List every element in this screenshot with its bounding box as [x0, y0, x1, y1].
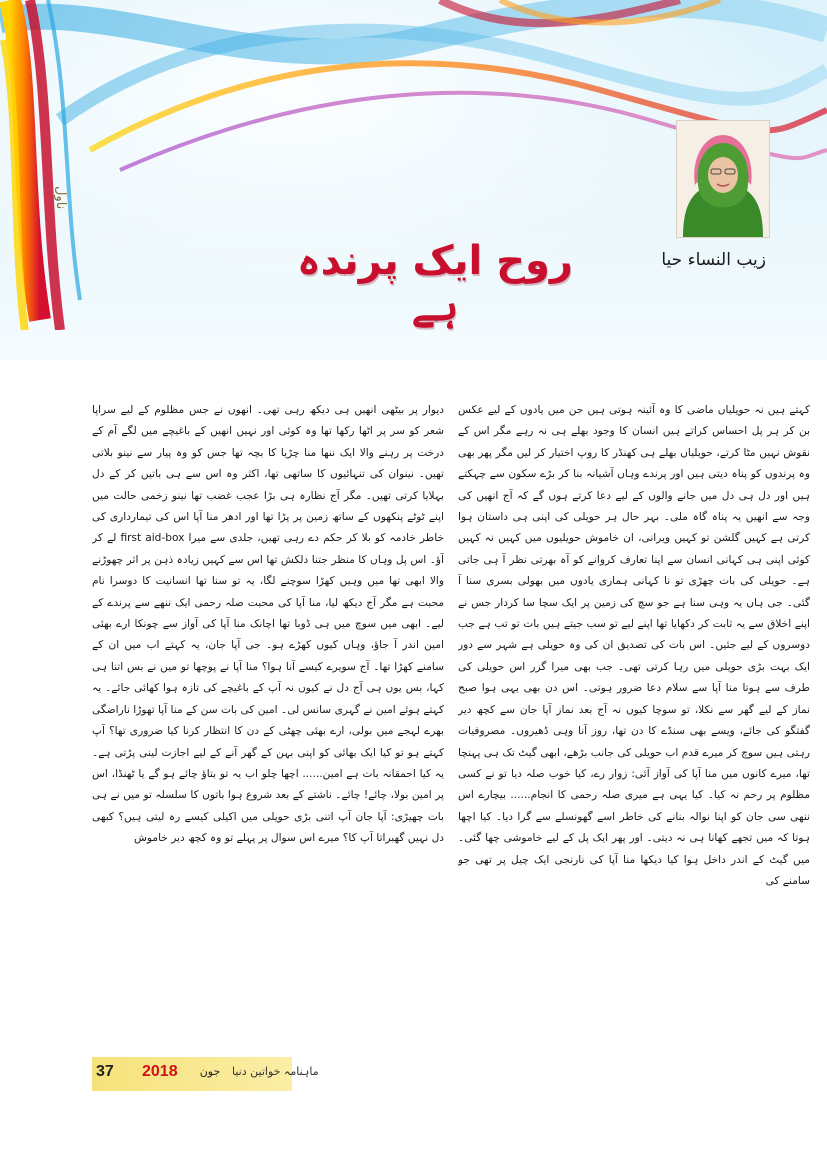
page-number: 37 [96, 1063, 114, 1080]
page-footer [92, 1057, 810, 1091]
paragraph: کہتے ہیں نہ حویلیاں ماضی کا وہ آئینہ ہوتی ہیں جن میں یادوں کے لیے عکس بن کر ہر پل احساس کراتے ہیں انسان کا وجود بھلے ہی نہ رہے مگر اس کے نقوش نہیں مٹا کرتے، حویلیاں بھلے ہی کھنڈر کا روپ اختیار کر لیں مگر پھر بھی وہ پرندوں کو پناہ دیتی ہیں اور پرندے وہاں آشیانہ بنا کر بڑے سکون سے چہکتے ہیں اور دل ہی دل میں جانے والوں کے لیے دعا کرتے ہوں گے کہ آج انھیں کی وجہ سے انھیں یہ پناہ گاہ ملی۔ بہر حال ہر حویلی کی اپنی ہی داستان ہوا کرتی ہے کہیں گلشن تو کہیں ویرانی، ان خاموش حویلیوں میں کہیں نہ کہیں کوئی اپنی ہی کہانی انسان سے اپنا تعارف کروانے کو آہ بھرتی نظر آ ہی جاتی ہے۔ حویلی کی بات چھڑی تو نا کہانی ہماری یادوں میں بھولی بسری سنا آ گئی۔ جی ہاں یہ وہی سنا ہے جو سچ کی زمین پر ایک سچا سا کردار جس نے اپنے اخلاق سے یہ ثابت کر دکھایا تھا اپنے لیے تو سب جیتے ہیں بات تو تب ہے جب دوسروں کے لیے جئیں۔ اس بات کی تصدیق ان کی وہ حویلی ہے شہر سے دور ایک بہت بڑی حویلی میں رہا کرتی تھی۔ جب بھی میرا گزر اس حویلی کی طرف سے ہوتا منا آپا سے سلام دعا ضرور ہوتی۔ اس دن بھی یہی ہوا صبح نماز کے لیے گھر سے نکلا، تو سوچا کیوں نہ آج بعد نماز آپا جان سے کچھ دیر گفتگو کی جائے، ویسے بھی سنڈے کا دن تھا، روز آنا وہی ڈھیروں۔ مصروفیات رہتی ہیں سوچ کر میرے قدم اب حویلی کی جانب بڑھے، ابھی گیٹ تک ہی پہنچا تھا، میرے کانوں میں منا آپا کی آواز آئی: زوار رے، کیا خوب صلہ دیا تو نے کسی مظلوم پر رحم نہ کیا۔ کیا یہی ہے میری صلہ رحمی کا انجام...... بیچارے اس ننھی سی جان کو اپنا نوالہ بنانے کی خاطر اسے گھونسلے سے گرا دیا۔ کیا اچھا ہوتا کہ میں تجھے کھانا ہی نہ دیتی۔ اور پھر ایک پل کے لیے خاموشی چھا گئی۔ میں گیٹ کے اندر داخل ہوا کیا دیکھا منا آپا کی نارنجی ایک چیل پر تھی جو سامنے کی [458, 404, 810, 887]
article-column-right [458, 400, 810, 1055]
issue-year: 2018 [142, 1063, 178, 1080]
author-portrait-icon [677, 121, 769, 237]
article-body [92, 400, 810, 1055]
paragraph: دیوار پر بیٹھی انھیں ہی دیکھ رہی تھی۔ انھوں نے جس مظلوم کے لیے سراپا شعر کو سر پر اٹھا رکھا تھا وہ کوئی اور نہیں انھیں کے باغیچے میں لگے آم کے درخت پر رہنے والا ایک ننھا منا چڑیا کا بچہ تھا جس کو وہ پیار سے نینو بلاتی تھیں۔ نینوان کی تنہائیوں کا ساتھی تھا، اکثر وہ اس سے ہی باتیں کر کے دل بہلایا کرتی تھیں۔ مگر آج نظارہ ہی بڑا عجب غضب تھا نینو زخمی حالت میں اپنے ٹوٹے پنکھوں کے ساتھ زمین پر پڑا تھا اور ادھر منا آپا اس کی تیمارداری کی خاطر خادمہ کو بلا کر حکم دے رہی تھیں، جلدی سے میرا first aid-box لے کر آؤ۔ اس پل وہاں کا منظر جتنا دلکش تھا اس سے کہیں زیادہ ذہن پر اثر چھوڑنے والا ابھی تھا میں وہیں کھڑا سوچنے لگا، یہ تو سنا تھا انسانیت کا دوسرا نام محبت ہے مگر آج دیکھ لیا، منا آپا کی محبت صلہ رحمی ایک ننھے سے پرندے کے لیے۔ ابھی میں سوچ میں ہی ڈوبا تھا اچانک منا آپا کی آواز سے چونکا ارے بھئی امین اندر آ جاؤ، وہاں کیوں کھڑے ہو۔ جی آپا جان، یہ کہتے اب میں ان کے سامنے کھڑا تھا۔ آج سویرے کیسے آنا ہوا؟ منا آپا نے پوچھا تو میں نے بس اتنا ہی کہا، بس یوں ہی آج دل نے کیوں نہ آپ کے باغیچے کی تازہ ہوا کھائی جائے۔ یہ کہتے ہوئے امین نے گہری سانس لی۔ امین کی بات سن کے منا آپا تھوڑا ناراضگی بھرے لہجے میں بولی، ارے بھئی چھٹی کے دن کا انتظار کرنا کیا ضروری تھا؟ آپ کہتے ہو تو کیا ایک بھائی کو اپنی بہن کے گھر آنے کے لیے اجازت لینی پڑتی ہے۔ یہ کیا احمقانہ بات ہے امین...... اچھا چلو اب یہ تو بتاؤ چائے ہو گے یا ٹھنڈا، اس پر امین بولا، چائے! چائے۔ ناشتے کے بعد شروع ہوا باتوں کا سلسلہ تو میں نے ہی بات چھیڑی: آپا جان آپ اتنی بڑی حویلی میں اکیلی کیسے رہ لیتی ہیں؟ کبھی دل نہیں گھبراتا آپ کا؟ میرے اس سوال پر پہلے تو وہ کچھ دیر خاموش [92, 404, 444, 845]
column-label: ناول [53, 186, 68, 210]
article-column-left [92, 400, 444, 1055]
article-title: روح ایک پرندہ ہے [297, 238, 573, 330]
issue-month: جون [199, 1065, 221, 1078]
author-photo [676, 120, 770, 238]
author-name: زیب النساء حیا [661, 250, 766, 270]
magazine-name: ماہنامہ خواتین دنیا [232, 1065, 319, 1078]
